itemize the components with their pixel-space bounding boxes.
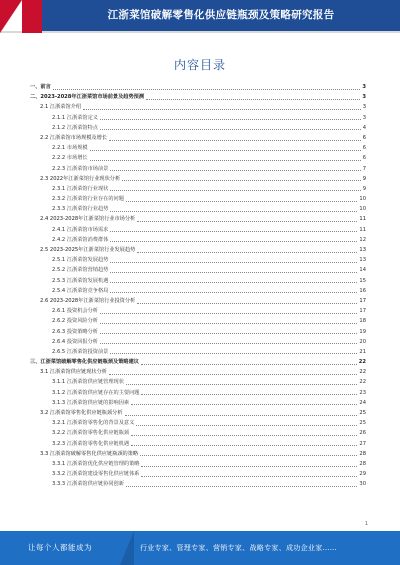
toc-leader-dots — [110, 190, 360, 191]
toc-entry-label: 3.1.2 江浙菜馆供应链存在的主要问题 — [52, 389, 140, 396]
toc-leader-dots — [125, 415, 358, 416]
toc-heading: 内容目录 — [173, 58, 226, 72]
toc-entry[interactable] — [30, 123, 366, 133]
toc-leader-dots — [110, 231, 357, 232]
toc-entry-label: 2.5.3 江浙菜馆发展机遇 — [52, 277, 109, 284]
toc-entry[interactable] — [30, 357, 366, 367]
toc-entry-page: 14 — [359, 267, 366, 274]
toc-entry[interactable] — [30, 337, 366, 347]
toc-entry[interactable] — [30, 398, 366, 408]
toc-entry-label: 2.2 江浙菜馆市场规模及增长 — [40, 134, 107, 141]
toc-entry[interactable] — [30, 133, 366, 143]
toc-leader-dots — [137, 252, 357, 253]
toc-leader-dots — [146, 99, 360, 100]
toc-leader-dots — [131, 445, 357, 446]
toc-leader-dots — [110, 292, 357, 293]
toc-entry-page: 6 — [362, 155, 366, 162]
toc-entry-label: 2.1.1 江浙菜馆定义 — [52, 114, 98, 121]
toc-entry-label: 3.1 江浙菜馆供应链现状分析 — [40, 369, 107, 376]
table-of-contents — [30, 82, 366, 490]
toc-entry-page: 3 — [362, 104, 366, 111]
toc-entry-label: 3.1.1 江浙菜馆供应链管理现状 — [52, 379, 124, 386]
toc-entry-page: 7 — [362, 165, 366, 172]
toc-entry-page: 22 — [359, 379, 366, 386]
toc-leader-dots — [126, 384, 357, 385]
toc-entry-page: 13 — [359, 257, 366, 264]
toc-entry-label: 2.5 2023-2025年江浙菜馆行业发展趋势 — [40, 247, 136, 253]
toc-entry-page: 28 — [359, 450, 366, 457]
toc-entry-label: 2.2.3 江浙菜馆市场前景 — [52, 165, 109, 172]
toc-entry[interactable] — [30, 174, 366, 184]
toc-entry[interactable] — [30, 255, 366, 265]
toc-entry-page: 24 — [359, 399, 366, 406]
toc-entry-label: 3.3.3 江浙菜馆供应链协同创新 — [52, 481, 124, 488]
toc-entry[interactable] — [30, 449, 366, 459]
toc-entry-page: 20 — [359, 338, 366, 345]
toc-entry[interactable] — [30, 388, 366, 398]
toc-leader-dots — [90, 150, 361, 151]
toc-leader-dots — [100, 129, 361, 130]
toc-entry[interactable] — [30, 235, 366, 245]
toc-leader-dots — [90, 160, 361, 161]
toc-entry[interactable] — [30, 428, 366, 438]
toc-entry-page: 10 — [359, 196, 366, 203]
page-number: 1 — [364, 521, 368, 527]
toc-leader-dots — [110, 282, 357, 283]
footer-slogan-right: 行业专家、管理专家、营销专家、战略专家、成功企业家…… — [140, 544, 338, 552]
toc-leader-dots — [83, 109, 361, 110]
toc-entry-page: 3 — [362, 94, 366, 101]
toc-entry[interactable] — [30, 347, 366, 357]
toc-entry-page: 15 — [359, 277, 366, 284]
toc-entry-label: 2.6.3 投资策略分析 — [52, 328, 98, 335]
toc-leader-dots — [109, 374, 357, 375]
toc-leader-dots — [131, 435, 357, 436]
toc-entry-page: 22 — [359, 369, 366, 376]
toc-entry-page: 21 — [359, 348, 366, 355]
header-red-accent — [0, 0, 22, 33]
toc-entry[interactable] — [30, 286, 366, 296]
toc-entry-page: 23 — [359, 389, 366, 396]
toc-entry[interactable] — [30, 113, 366, 123]
toc-entry[interactable] — [30, 459, 366, 469]
footer-slogan-left: 让每个人都能成为 — [28, 543, 92, 552]
toc-entry[interactable] — [30, 265, 366, 275]
toc-entry-label: 2.4 2023-2028年江浙菜馆行业市场分析 — [40, 216, 136, 223]
toc-entry-label: 3.3.2 江浙菜馆建设零售化供应链体系 — [52, 471, 140, 478]
toc-entry-page: 18 — [359, 318, 366, 325]
toc-entry[interactable] — [30, 245, 366, 255]
toc-entry-page: 25 — [359, 420, 366, 427]
toc-entry-label: 3.2 江浙菜馆零售化供应链瓶颈分析 — [40, 410, 123, 416]
toc-entry[interactable] — [30, 143, 366, 153]
toc-entry[interactable] — [30, 316, 366, 326]
toc-entry[interactable] — [30, 408, 366, 418]
toc-entry-page: 27 — [359, 440, 366, 447]
toc-entry-page: 19 — [359, 328, 366, 335]
toc-entry[interactable] — [30, 214, 366, 224]
toc-entry-page: 29 — [359, 471, 366, 478]
toc-entry-label: 三、江浙菜馆破解零售化供应链瓶颈及策略建议 — [30, 359, 139, 366]
toc-leader-dots — [126, 201, 357, 202]
toc-entry[interactable] — [30, 164, 366, 174]
toc-entry[interactable] — [30, 469, 366, 479]
toc-leader-dots — [110, 353, 357, 354]
toc-leader-dots — [137, 221, 357, 222]
toc-leader-dots — [126, 486, 357, 487]
toc-entry[interactable] — [30, 194, 366, 204]
toc-leader-dots — [100, 323, 357, 324]
document-title: 江浙菜馆破解零售化供应链瓶颈及策略研究报告 — [107, 9, 335, 21]
toc-leader-dots — [100, 119, 361, 120]
toc-entry-label: 2.3.1 江浙菜馆行业现状 — [52, 185, 109, 192]
toc-entry-page: 26 — [359, 430, 366, 437]
header-red-block — [22, 0, 42, 33]
toc-entry[interactable] — [30, 418, 366, 428]
toc-leader-dots — [53, 89, 361, 90]
toc-entry[interactable] — [30, 225, 366, 235]
toc-entry-page: 28 — [359, 460, 366, 467]
toc-entry-page: 3 — [362, 114, 366, 121]
toc-entry-page: 17 — [359, 308, 366, 315]
toc-leader-dots — [141, 476, 357, 477]
toc-leader-dots — [110, 241, 357, 242]
toc-entry-label: 2.4.1 江浙菜馆市场需求 — [52, 226, 109, 233]
toc-entry-page: 10 — [359, 206, 366, 213]
toc-entry-label: 3.2.2 江浙菜馆零售化供应链瓶颈 — [52, 430, 130, 437]
toc-entry-label: 2.6 2023-2028年江浙菜馆行业投资分析 — [40, 297, 136, 304]
toc-entry[interactable] — [30, 377, 366, 387]
toc-entry[interactable] — [30, 153, 366, 163]
toc-entry-label: 3.2.3 江浙菜馆零售化供应链机遇 — [52, 440, 130, 447]
footer-divider — [120, 531, 134, 565]
toc-entry-page: 30 — [359, 481, 366, 488]
toc-entry-label: 2.4.2 江浙菜馆消费群体 — [52, 236, 109, 243]
toc-leader-dots — [141, 394, 357, 395]
toc-entry-label: 2.6.2 投资风险分析 — [52, 318, 98, 325]
page-header — [0, 0, 400, 33]
toc-entry-page: 13 — [359, 247, 366, 253]
toc-leader-dots — [110, 262, 357, 263]
toc-entry[interactable] — [30, 479, 366, 489]
toc-entry-page: 6 — [362, 145, 366, 152]
toc-entry-label: 二、2023-2028年江浙菜馆市场前景及趋势预测 — [30, 94, 145, 101]
toc-entry-label: 2.5.1 江浙菜馆发展趋势 — [52, 257, 109, 264]
toc-entry-page: 11 — [359, 216, 366, 223]
toc-entry-label: 3.1.3 江浙菜馆供应链的影响因素 — [52, 399, 130, 406]
toc-entry-label: 2.1.2 江浙菜馆特点 — [52, 124, 98, 131]
toc-leader-dots — [141, 466, 357, 467]
toc-leader-dots — [131, 404, 357, 405]
toc-entry[interactable] — [30, 296, 366, 306]
toc-entry-page: 6 — [362, 134, 366, 141]
toc-entry-label: 2.6.1 投资机会分析 — [52, 308, 98, 315]
toc-entry[interactable] — [30, 184, 366, 194]
toc-leader-dots — [122, 180, 361, 181]
toc-entry[interactable] — [30, 82, 366, 92]
toc-entry-label: 3.3.1 江浙菜馆优化供应链管理的策略 — [52, 460, 140, 467]
toc-entry-page: 9 — [362, 185, 366, 192]
toc-leader-dots — [140, 455, 357, 456]
toc-entry[interactable] — [30, 92, 366, 102]
toc-entry-label: 2.2.2 市场增长 — [52, 155, 88, 162]
toc-entry-label: 2.1 江浙菜馆介绍 — [40, 104, 82, 111]
page-footer — [0, 531, 400, 565]
toc-entry-page: 4 — [362, 124, 366, 131]
toc-leader-dots — [100, 313, 357, 314]
toc-leader-dots — [100, 343, 357, 344]
toc-entry[interactable] — [30, 367, 366, 377]
toc-leader-dots — [110, 170, 360, 171]
toc-entry[interactable] — [30, 276, 366, 286]
toc-leader-dots — [141, 364, 357, 365]
toc-entry-page: 3 — [362, 84, 366, 90]
toc-entry-page: 9 — [362, 175, 366, 182]
toc-leader-dots — [136, 425, 357, 426]
toc-entry-label: 2.6.5 江浙菜馆投资前景 — [52, 348, 109, 355]
toc-entry-page: 25 — [359, 410, 366, 416]
toc-entry[interactable] — [30, 204, 366, 214]
toc-entry-label: 2.3 2022年江浙菜馆行业现状分析 — [40, 175, 121, 182]
toc-leader-dots — [109, 140, 361, 141]
toc-entry-label: 2.6.4 投资回报分析 — [52, 338, 98, 345]
toc-entry-label: 2.5.2 江浙菜馆营销趋势 — [52, 267, 109, 274]
toc-entry-label: 2.2.1 市场规模 — [52, 145, 88, 152]
toc-entry-label: 一、前言 — [30, 84, 51, 90]
toc-entry-page: 12 — [359, 236, 366, 243]
toc-leader-dots — [137, 303, 357, 304]
toc-entry-page: 22 — [358, 359, 366, 366]
toc-entry-label: 3.3 江浙菜馆破解零售化供应链瓶颈的策略 — [40, 450, 139, 457]
toc-leader-dots — [100, 333, 357, 334]
toc-leader-dots — [110, 211, 357, 212]
toc-entry-label: 2.3.3 江浙菜馆行业趋势 — [52, 206, 109, 213]
toc-entry[interactable] — [30, 439, 366, 449]
toc-entry[interactable] — [30, 102, 366, 112]
toc-entry-label: 2.5.4 江浙菜馆竞争格局 — [52, 287, 109, 294]
toc-entry-page: 11 — [359, 226, 366, 233]
toc-entry-label: 3.2.1 江浙菜馆零售化的背景及意义 — [52, 420, 135, 427]
toc-leader-dots — [110, 272, 357, 273]
toc-entry[interactable] — [30, 306, 366, 316]
toc-entry-page: 16 — [359, 287, 366, 294]
toc-entry[interactable] — [30, 327, 366, 337]
toc-entry-page: 17 — [359, 297, 366, 304]
toc-entry-label: 2.3.2 江浙菜馆行业存在的问题 — [52, 196, 124, 203]
